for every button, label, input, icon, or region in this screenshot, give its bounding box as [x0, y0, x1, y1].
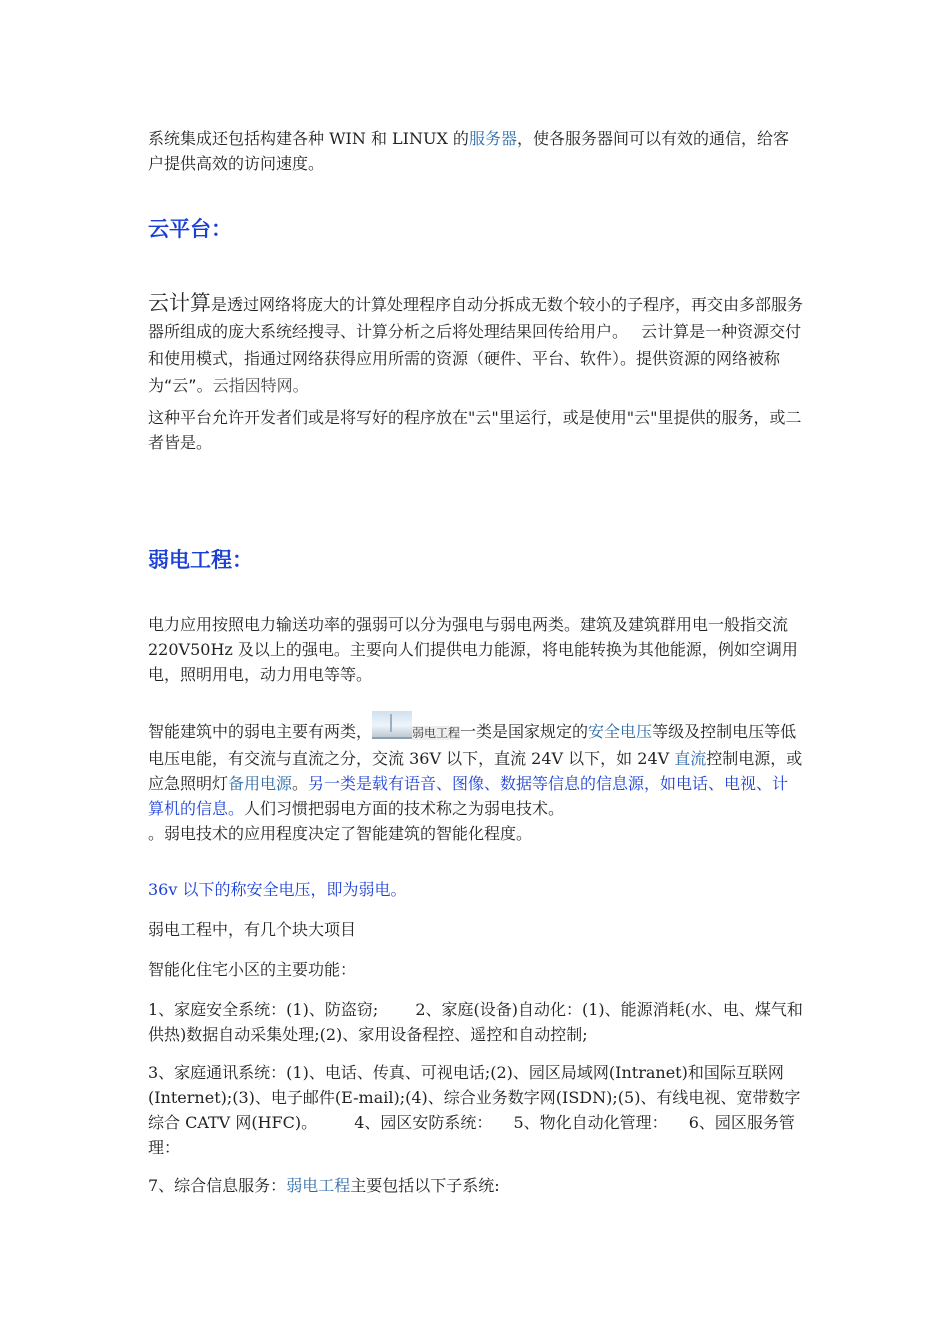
- link-server[interactable]: 服务器: [468, 129, 517, 148]
- text: 控制电源，或应急照明灯: [148, 749, 803, 793]
- text: 智能建筑中的弱电主要有两类，: [148, 722, 373, 741]
- text: ，使各服务器间可以有效的通信，给客户提供高效的访问速度。: [148, 129, 789, 173]
- text: 。弱电技术的应用程度决定了智能建筑的智能化程度。: [148, 824, 533, 843]
- paragraph-safety-voltage: 36v 以下的称安全电压，即为弱电。: [148, 880, 407, 899]
- heading-weak-current: 弱电工程：: [148, 548, 253, 572]
- text: 云指因特网。: [212, 376, 309, 395]
- paragraph-cloud-computing: [148, 290, 803, 399]
- link-weak-current-engineering[interactable]: 弱电工程: [286, 1176, 351, 1195]
- paragraph-home-security: 1、家庭安全系统：(1)、防盗窃; 2、家庭(设备)自动化：(1)、能源消耗(水、电、煤气和供热)数据自动采集处理;(2)、家用设备程控、遥控和自动控制;: [148, 1000, 803, 1044]
- link-safety-voltage[interactable]: 安全电压: [588, 722, 653, 741]
- thumbnail-caption: 弱电工程: [412, 726, 461, 740]
- text: 等级及控制电压等低电压电能，有交流与直流之分，交流 36V 以下，直流 24V 以下，如 24V: [148, 722, 797, 768]
- paragraph-cloud-platform: 这种平台允许开发者们或是将写好的程序放在"云"里运行，或是使用"云"里提供的服务，或二者皆是。: [148, 408, 802, 452]
- text: 。: [292, 774, 309, 793]
- text: 系统集成还包括构建各种 WIN 和 LINUX 的: [148, 129, 469, 148]
- paragraph-info-services: [148, 1173, 803, 1198]
- highlighted-text: 另一类是载有语音、图像、数据等信息的信息源，如电话、电视、计算机的信息。: [148, 774, 789, 818]
- paragraph-weak-current-types: [148, 711, 803, 846]
- paragraph-system-integration: [148, 126, 803, 176]
- text: 一类是国家规定的: [460, 722, 589, 741]
- link-backup-power[interactable]: 备用电源: [228, 774, 293, 793]
- paragraph-functions: 智能化住宅小区的主要功能：: [148, 960, 357, 979]
- paragraph-power-classes: 电力应用按照电力输送功率的强弱可以分为强电与弱电两类。建筑及建筑群用电一般指交流 220V50Hz 及以上的强电。主要向人们提供电力能源，将电能转换为其他能源，例如空调用电，照明用电，动力用电等等。: [148, 615, 798, 684]
- text: 是透过网络将庞大的计算处理程序自动分拆成无数个较小的子程序，再交由多部服务器所组成的庞大系统经搜寻、计算分析之后将处理结果回传给用户。 云计算是一种资源交付和使用模式，指通过网络获得应用所需的资源（硬件、平台、软件）。提供资源的网络被称为“云”。: [148, 295, 804, 395]
- weak-current-thumbnail-image[interactable]: [372, 711, 412, 739]
- text: 7、综合信息服务：: [148, 1176, 287, 1195]
- paragraph-projects: 弱电工程中，有几个块大项目: [148, 920, 357, 939]
- cloud-term: 云计算: [148, 291, 211, 315]
- heading-cloud-platform: 云平台：: [148, 217, 232, 241]
- link-dc[interactable]: 直流: [674, 749, 707, 768]
- text: 人们习惯把弱电方面的技术称之为弱电技术。: [244, 799, 565, 818]
- text: 主要包括以下子系统:: [350, 1176, 500, 1195]
- paragraph-home-communication: 3、家庭通讯系统：(1)、电话、传真、可视电话;(2)、园区局域网(Intranet)和国际互联网(Internet);(3)、电子邮件(E-mail);(4)、综合业务数字网(ISDN);(5)、有线电视、宽带数字综合 CATV 网(HFC)。 4、园区安防系统： 5、物化自动化管理： 6、园区服务管理：: [148, 1063, 801, 1157]
